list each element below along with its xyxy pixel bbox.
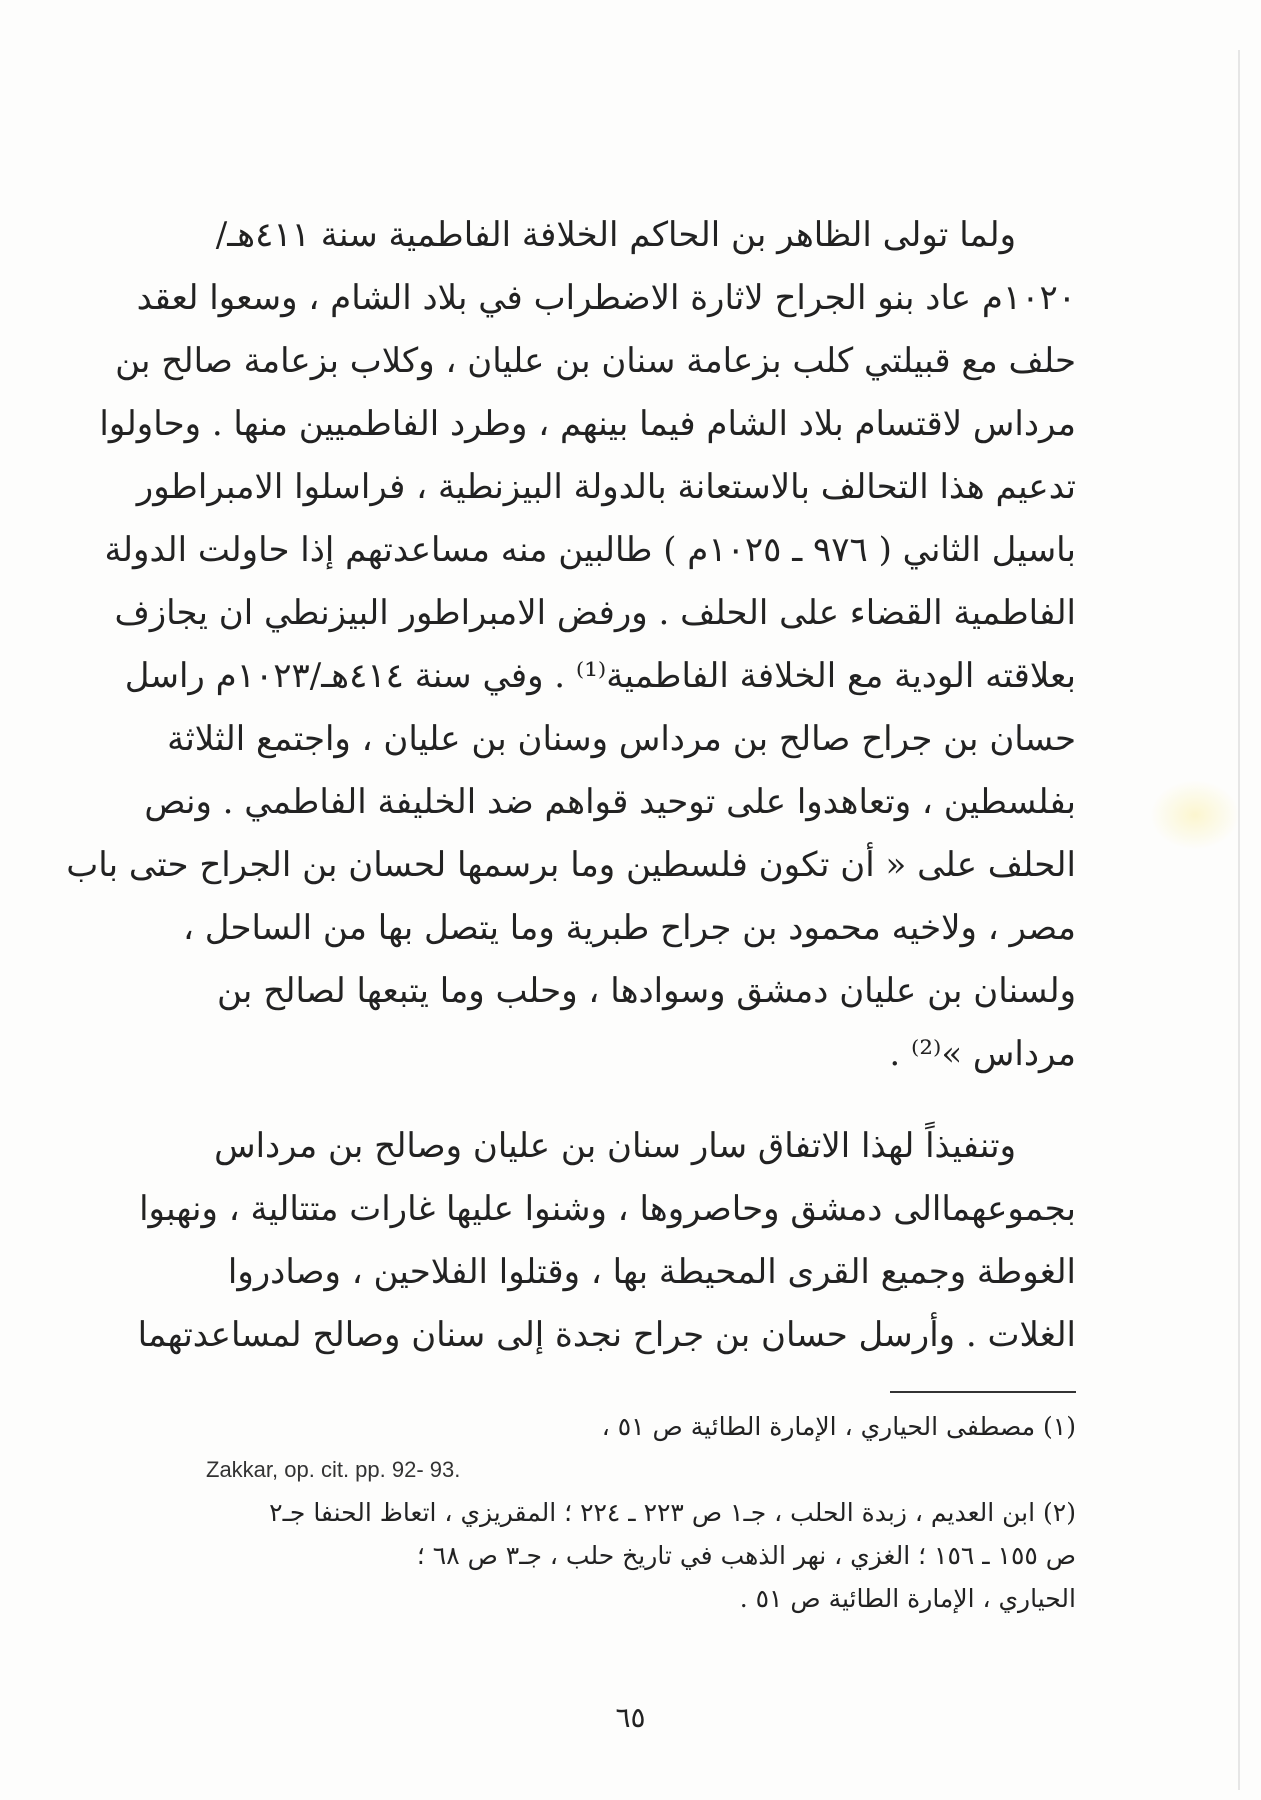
paragraph-line: مرداس »⁽²⁾ . [889, 1034, 1076, 1074]
footnote-2-line: (٢) ابن العديم ، زبدة الحلب ، جـ١ ص ٢٢٣ ـ ٢٢٤ ؛ المقريزي ، اتعاظ الحنفا جـ٢ [269, 1498, 1076, 1527]
paragraph-line: ١٠٢٠م عاد بنو الجراح لاثارة الاضطراب في بلاد الشام ، وسعوا لعقد [136, 278, 1076, 318]
paragraph-line: بجموعهماالى دمشق وحاصروها ، وشنوا عليها غارات متتالية ، ونهبوا [139, 1189, 1076, 1229]
paragraph-line: وتنفيذاً لهذا الاتفاق سار سنان بن عليان وصالح بن مرداس [214, 1126, 1016, 1166]
footnotes [206, 1405, 1076, 1620]
paragraph-line: بعلاقته الودية مع الخلافة الفاطمية⁽¹⁾ . وفي سنة ٤١٤هـ/١٠٢٣م راسل [124, 656, 1076, 696]
paragraph-line: الفاطمية القضاء على الحلف . ورفض الامبراطور البيزنطي ان يجازف [114, 593, 1076, 633]
paper-stain [1150, 780, 1240, 850]
footnote-separator [890, 1391, 1076, 1393]
paragraph-1 [66, 204, 1076, 1086]
page-edge-shadow [1238, 50, 1240, 1790]
paragraph-line: ولسنان بن عليان دمشق وسوادها ، وحلب وما يتبعها لصالح بن [217, 971, 1076, 1011]
paragraph-line: الغلات . وأرسل حسان بن جراح نجدة إلى سنان وصالح لمساعدتهما [137, 1315, 1076, 1355]
page-number: ٦٥ [615, 1701, 646, 1734]
paragraph-line: مرداس لاقتسام بلاد الشام فيما بينهم ، وطرد الفاطميين منها . وحاولوا [99, 404, 1076, 444]
footnote-2-line: الحياري ، الإمارة الطائية ص ٥١ . [739, 1584, 1076, 1613]
paragraph-line: باسيل الثاني ( ٩٧٦ ـ ١٠٢٥م ) طالبين منه مساعدتهم إذا حاولت الدولة [104, 530, 1076, 570]
paragraph-line: حلف مع قبيلتي كلب بزعامة سنان بن عليان ، وكلاب بزعامة صالح بن [115, 341, 1076, 381]
footnote-2-line: ص ١٥٥ ـ ١٥٦ ؛ الغزي ، نهر الذهب في تاريخ حلب ، جـ٣ ص ٦٨ ؛ [416, 1541, 1076, 1570]
paragraph-line: بفلسطين ، وتعاهدوا على توحيد قواهم ضد الخليفة الفاطمي . ونص [144, 782, 1076, 822]
footnote-1: (١) مصطفى الحياري ، الإمارة الطائية ص ٥١ ، [601, 1412, 1076, 1441]
footnote-1-latin: Zakkar, op. cit. pp. 92- 93. [206, 1457, 461, 1482]
paragraph-line: الغوطة وجميع القرى المحيطة بها ، وقتلوا الفلاحين ، وصادروا [227, 1252, 1076, 1292]
paragraph-line: مصر ، ولاخيه محمود بن جراح طبرية وما يتصل بها من الساحل ، [182, 908, 1076, 948]
paragraph-line: تدعيم هذا التحالف بالاستعانة بالدولة البيزنطية ، فراسلوا الامبراطور [136, 467, 1076, 507]
paragraph-2 [137, 1115, 1076, 1367]
paragraph-line: الحلف على « أن تكون فلسطين وما برسمها لحسان بن الجراح حتى باب [66, 845, 1076, 885]
paragraph-line: حسان بن جراح صالح بن مرداس وسنان بن عليان ، واجتمع الثلاثة [167, 719, 1076, 759]
paragraph-line: ولما تولى الظاهر بن الحاكم الخلافة الفاطمية سنة ٤١١هـ/ [215, 215, 1016, 255]
